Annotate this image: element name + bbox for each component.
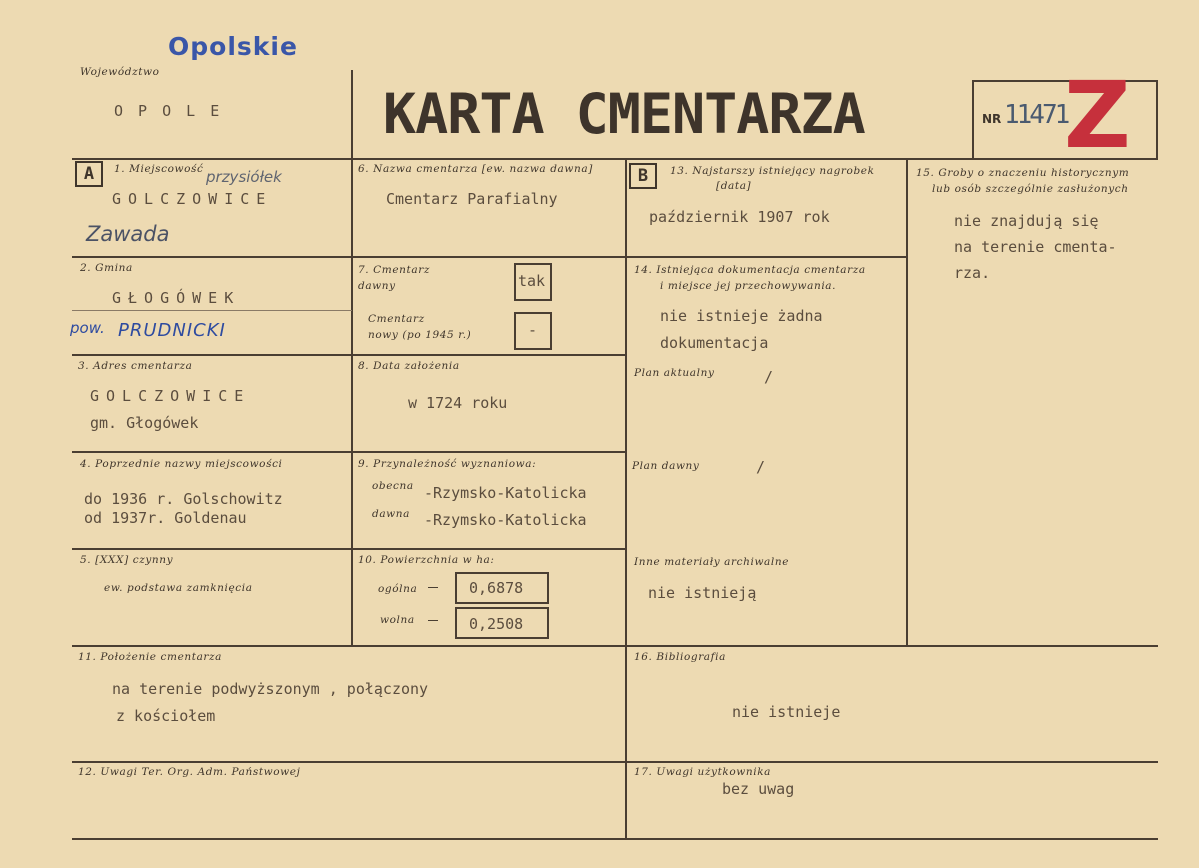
divider [625, 158, 627, 838]
field-9-label: 9. Przynależność wyznaniowa: [358, 458, 537, 470]
field-2-county-value: PRUDNICKI [118, 320, 226, 341]
field-11-value-1: na terenie podwyższonym , połączony [112, 680, 429, 698]
field-9-dawna-label: dawna [372, 508, 410, 520]
field-11-label: 11. Położenie cmentarza [78, 651, 223, 663]
field-15-label: 15. Groby o znaczeniu historycznym [916, 167, 1130, 179]
nr-value: 11471 [1004, 100, 1068, 130]
field-9-dawna-text: Rzymsko-Katolicka [433, 511, 587, 529]
category-mark-z: Z [1064, 62, 1131, 169]
field-3-label: 3. Adres cmentarza [78, 360, 193, 372]
field-9-obecna-label: obecna [372, 480, 414, 492]
field-10-ogolna-value: 0,6878 [469, 579, 524, 597]
plan-old-label: Plan dawny [632, 460, 700, 472]
divider [972, 80, 974, 160]
field-4-value-1: do 1936 r. Golschowitz [84, 490, 283, 508]
field-12-label: 12. Uwagi Ter. Org. Adm. Państwowej [78, 766, 301, 778]
field-15-value-1: nie znajdują się [954, 212, 1099, 230]
field-2-label: 2. Gmina [80, 262, 133, 274]
other-archival-value: nie istnieją [648, 584, 757, 602]
plan-current-value: / [764, 368, 774, 386]
field-10-ogolna-label: ogólna [378, 583, 418, 595]
divider [72, 451, 626, 453]
field-13-label: 13. Najstarszy istniejący nagrobek [670, 165, 875, 177]
divider [72, 645, 1158, 647]
field-16-label: 16. Bibliografia [634, 651, 726, 663]
field-6-value: Cmentarz Parafialny [386, 190, 558, 208]
field-17-value: bez uwag [722, 780, 795, 798]
field-13-sub: [data] [716, 180, 752, 192]
field-3-value-2: gm. Głogówek [90, 414, 199, 432]
divider [906, 158, 908, 646]
other-archival-label: Inne materiały archiwalne [634, 556, 790, 568]
field-10-ogolna-box [455, 572, 549, 604]
field-9-dawna-value: -Rzymsko-Katolicka [424, 511, 587, 529]
field-2-county-prefix: pow. [70, 319, 105, 337]
field-3-value-1: GOLCZOWICE [90, 387, 251, 405]
field-7-dawny-box [514, 263, 552, 301]
field-5-sub: ew. podstawa zamknięcia [104, 582, 253, 594]
divider [1156, 80, 1158, 160]
field-17-label: 17. Uwagi użytkownika [634, 766, 772, 778]
divider [72, 354, 626, 356]
divider [72, 761, 1158, 763]
field-7-label-dawny-text: 7. Cmentarz dawny [358, 264, 430, 292]
field-9-obecna-value: -Rzymsko-Katolicka [424, 484, 587, 502]
field-7-nowy-value: - [528, 321, 538, 339]
dash [428, 620, 438, 621]
divider [72, 838, 1158, 840]
field-5-label: 5. [XXX] czynny [80, 554, 174, 566]
field-14-value-2: dokumentacja [660, 334, 769, 352]
field-4-label: 4. Poprzednie nazwy miejscowości [80, 458, 283, 470]
field-10-wolna-box [455, 607, 549, 639]
field-10-wolna-label: wolna [380, 614, 415, 626]
region-stamp: Opolskie [168, 32, 298, 61]
field-7-nowy-box [514, 312, 552, 350]
field-2-value: GŁOGÓWEK [112, 289, 241, 307]
field-7-dawny-value: tak [518, 272, 546, 290]
field-10-wolna-value: 0,2508 [469, 615, 524, 633]
plan-current-label: Plan aktualny [634, 367, 715, 379]
field-4-value-2: od 1937r. Goldenau [84, 509, 247, 527]
field-1-hamlet-label: przysiółek [206, 168, 282, 186]
field-1-label: 1. Miejscowość [114, 163, 204, 175]
section-b-box: B [629, 163, 657, 189]
field-6-label: 6. Nazwa cmentarza [ew. nazwa dawna] [358, 163, 593, 175]
field-14-label: 14. Istniejąca dokumentacja cmentarza [634, 264, 866, 276]
wojewodztwo-value: O P O L E [114, 102, 223, 120]
field-1-value: GOLCZOWICE [112, 190, 273, 208]
divider [72, 256, 907, 258]
field-14-value-1: nie istnieje żadna [660, 307, 823, 325]
wojewodztwo-label: Województwo [80, 66, 160, 78]
plan-old-value: / [756, 458, 766, 476]
field-15-value-2: na terenie cmenta- [954, 238, 1117, 256]
field-13-value: październik 1907 rok [649, 208, 830, 226]
divider [72, 158, 1158, 160]
section-a-box: A [75, 161, 103, 187]
field-8-label: 8. Data założenia [358, 360, 460, 372]
divider [351, 70, 353, 645]
field-8-value: w 1724 roku [408, 394, 508, 412]
nr-label: NR [982, 112, 1002, 126]
field-7-label-nowy-text: Cmentarz nowy (po 1945 r.) [368, 313, 472, 341]
field-15-value-3: rza. [954, 264, 991, 282]
field-14-sub: i miejsce jej przechowywania. [660, 280, 837, 292]
field-9-obecna-text: Rzymsko-Katolicka [433, 484, 587, 502]
divider [72, 548, 626, 550]
field-7-label-nowy [368, 311, 471, 343]
dash [428, 587, 438, 588]
field-15-sub: lub osób szczególnie zasłużonych [932, 183, 1129, 195]
field-7-label-dawny [358, 262, 430, 294]
field-11-value-2: z kościołem [116, 707, 216, 725]
divider [72, 310, 352, 311]
field-1-hamlet-value: Zawada [86, 222, 170, 246]
card-title: KARTA CMENTARZA [383, 82, 865, 146]
field-10-label: 10. Powierzchnia w ha: [358, 554, 495, 566]
field-16-value: nie istnieje [732, 703, 841, 721]
